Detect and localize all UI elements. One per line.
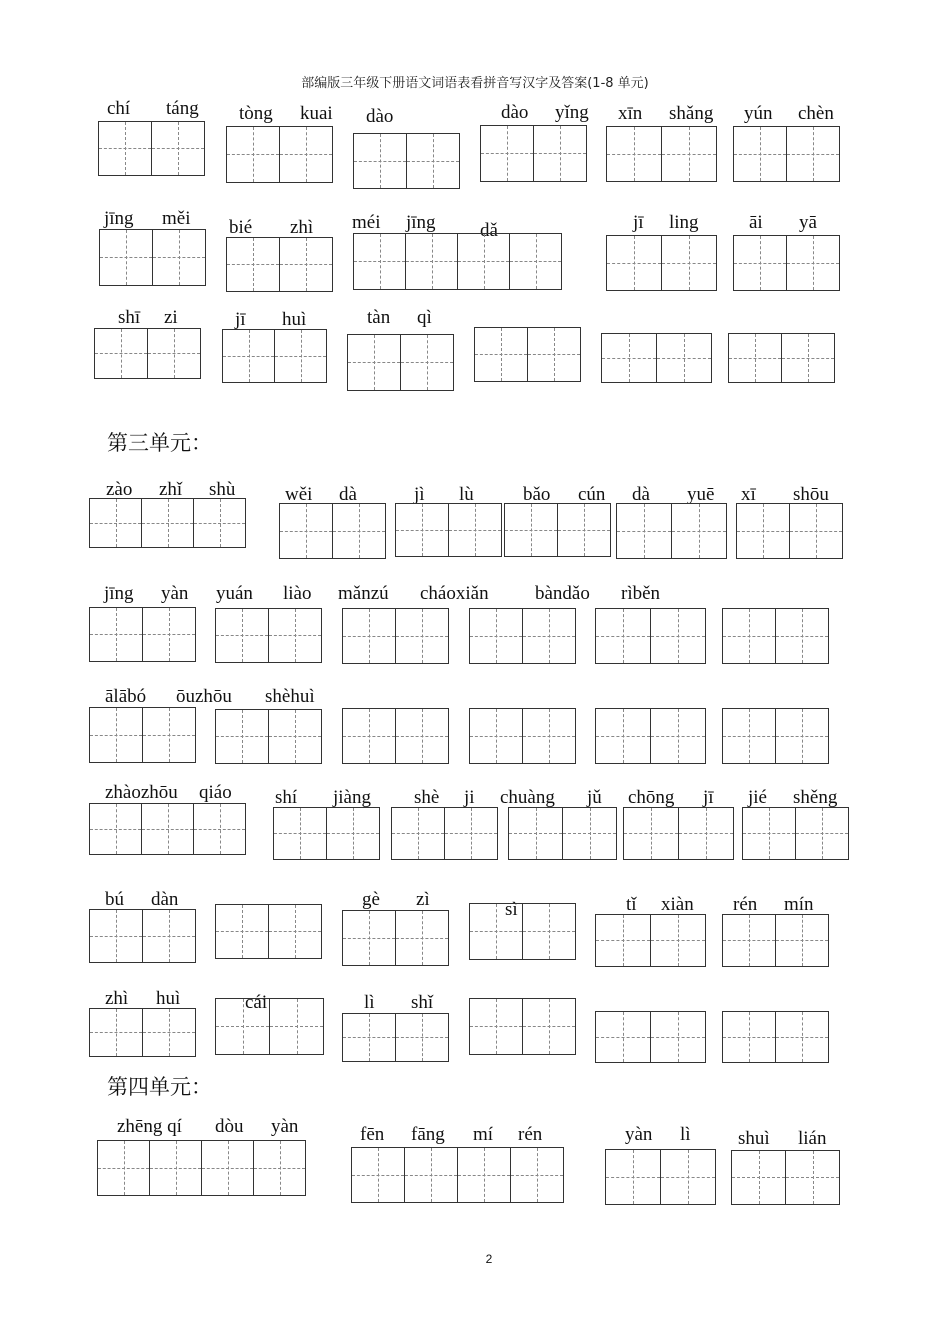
writing-box-group[interactable] — [469, 608, 576, 664]
page-number: 2 — [485, 1252, 493, 1266]
tianzige-cell[interactable] — [392, 808, 445, 859]
writing-box-group[interactable] — [469, 998, 576, 1055]
writing-box-group[interactable] — [733, 235, 840, 291]
pinyin-label: zhēng qí — [117, 1116, 182, 1137]
tianzige-cell[interactable] — [475, 328, 528, 381]
pinyin-label: cái — [245, 992, 268, 1013]
pinyin-label: shǐ — [411, 992, 434, 1013]
tianzige-cell[interactable] — [734, 236, 787, 290]
tianzige-cell[interactable] — [143, 910, 196, 962]
tianzige-cell[interactable] — [651, 709, 706, 763]
tianzige-cell[interactable] — [737, 504, 790, 558]
tianzige-cell[interactable] — [223, 330, 275, 382]
tianzige-cell[interactable] — [523, 999, 576, 1054]
writing-box-group[interactable] — [606, 235, 717, 291]
tianzige-cell[interactable] — [787, 127, 840, 181]
pinyin-label: yā — [799, 212, 817, 233]
pinyin-label: yuán — [216, 583, 253, 604]
tianzige-cell[interactable] — [651, 915, 706, 966]
tianzige-cell[interactable] — [396, 709, 449, 763]
pinyin-label: lù — [459, 484, 474, 505]
writing-box-group[interactable] — [89, 803, 246, 855]
pinyin-label: dà — [339, 484, 357, 505]
writing-box-group[interactable] — [94, 328, 201, 379]
pinyin-label: ling — [669, 212, 699, 233]
pinyin-label: lì — [680, 1124, 691, 1145]
pinyin-label: zhì — [105, 988, 129, 1009]
tianzige-cell[interactable] — [558, 504, 611, 556]
tianzige-cell[interactable] — [280, 504, 333, 558]
writing-box-group[interactable] — [623, 807, 734, 860]
pinyin-label: shè — [414, 787, 440, 808]
tianzige-cell[interactable] — [396, 1014, 449, 1061]
pinyin-label: jì — [414, 484, 425, 505]
writing-box-group[interactable] — [722, 1011, 829, 1063]
pinyin-label: bú — [105, 889, 124, 910]
pinyin-label: dǎ — [480, 220, 498, 241]
tianzige-cell[interactable] — [534, 126, 587, 181]
tianzige-cell[interactable] — [352, 1148, 405, 1202]
pinyin-label: bàndǎo — [535, 583, 590, 604]
writing-box-group[interactable] — [606, 126, 717, 182]
tianzige-cell[interactable] — [596, 1012, 651, 1062]
pinyin-label: měi — [162, 208, 191, 229]
pinyin-label: zhì — [290, 217, 314, 238]
writing-box-group[interactable] — [215, 608, 322, 663]
tianzige-cell[interactable] — [729, 334, 782, 382]
tianzige-cell[interactable] — [348, 335, 401, 390]
tianzige-cell[interactable] — [790, 504, 843, 558]
pinyin-label: qì — [417, 307, 432, 328]
tianzige-cell[interactable] — [354, 134, 407, 188]
writing-box-group[interactable] — [474, 327, 581, 382]
writing-box-group[interactable] — [595, 914, 706, 967]
tianzige-cell[interactable] — [269, 905, 322, 958]
tianzige-cell[interactable] — [596, 709, 651, 763]
writing-box-group[interactable] — [347, 334, 454, 391]
tianzige-cell[interactable] — [100, 230, 153, 285]
tianzige-cell[interactable] — [90, 1009, 143, 1056]
tianzige-cell[interactable] — [401, 335, 454, 390]
pinyin-label: qiáo — [199, 782, 232, 803]
pinyin-label: yǐng — [555, 102, 589, 123]
tianzige-cell[interactable] — [407, 134, 460, 188]
tianzige-cell[interactable] — [509, 808, 563, 859]
writing-box-group[interactable] — [595, 608, 706, 664]
tianzige-cell[interactable] — [470, 999, 523, 1054]
tianzige-cell[interactable] — [227, 127, 280, 182]
pinyin-label: ji — [464, 787, 475, 808]
tianzige-cell[interactable] — [396, 911, 449, 965]
pinyin-label: shí — [275, 787, 298, 808]
tianzige-cell[interactable] — [216, 710, 269, 763]
tianzige-cell[interactable] — [90, 499, 142, 547]
writing-box-group[interactable] — [215, 709, 322, 764]
tianzige-cell[interactable] — [523, 904, 576, 959]
tianzige-cell[interactable] — [275, 330, 327, 382]
writing-box-group[interactable] — [733, 126, 840, 182]
tianzige-cell[interactable] — [343, 1014, 396, 1061]
tianzige-cell[interactable] — [269, 710, 322, 763]
tianzige-cell[interactable] — [651, 609, 706, 663]
tianzige-cell[interactable] — [458, 1148, 511, 1202]
pinyin-label: xīn — [618, 103, 643, 124]
pinyin-label: dòu — [215, 1116, 244, 1137]
tianzige-cell[interactable] — [796, 808, 849, 859]
pinyin-label: wěi — [285, 484, 313, 505]
tianzige-cell[interactable] — [227, 238, 280, 291]
pinyin-label: táng — [166, 98, 199, 119]
tianzige-cell[interactable] — [510, 234, 562, 289]
pinyin-label: ōuzhōu — [176, 686, 232, 707]
tianzige-cell[interactable] — [90, 804, 142, 854]
writing-box-group[interactable] — [728, 333, 835, 383]
writing-box-group[interactable] — [469, 903, 576, 960]
tianzige-cell[interactable] — [523, 609, 576, 663]
pinyin-label: jīng — [104, 208, 134, 229]
pinyin-label: rìběn — [621, 583, 661, 604]
writing-box-group[interactable] — [279, 503, 386, 559]
writing-box-group[interactable] — [273, 807, 380, 860]
writing-box-group[interactable] — [99, 229, 206, 286]
tianzige-cell[interactable] — [596, 609, 651, 663]
tianzige-cell[interactable] — [143, 608, 196, 661]
pinyin-label: xiàn — [661, 894, 694, 915]
writing-box-group[interactable] — [395, 503, 502, 557]
tianzige-cell[interactable] — [607, 236, 662, 290]
tianzige-cell[interactable] — [343, 911, 396, 965]
tianzige-cell[interactable] — [458, 234, 510, 289]
tianzige-cell[interactable] — [776, 709, 829, 763]
page-header: 部编版三年级下册语文词语表看拼音写汉字及答案(1-8 单元) — [301, 76, 649, 91]
pinyin-label: lì — [364, 992, 375, 1013]
pinyin-label: yàn — [161, 583, 189, 604]
tianzige-cell[interactable] — [528, 328, 581, 381]
tianzige-cell[interactable] — [776, 915, 829, 966]
tianzige-cell[interactable] — [624, 808, 679, 859]
tianzige-cell[interactable] — [596, 915, 651, 966]
writing-box-group[interactable] — [351, 1147, 564, 1203]
pinyin-label: jī — [633, 212, 644, 233]
pinyin-label: chèn — [798, 103, 834, 124]
tianzige-cell[interactable] — [523, 709, 576, 763]
pinyin-label: rén — [733, 894, 758, 915]
pinyin-label: rén — [518, 1124, 543, 1145]
tianzige-cell[interactable] — [602, 334, 657, 382]
tianzige-cell[interactable] — [734, 127, 787, 181]
writing-box-group[interactable] — [742, 807, 849, 860]
tianzige-cell[interactable] — [470, 709, 523, 763]
writing-box-group[interactable] — [469, 708, 576, 764]
tianzige-cell[interactable] — [327, 808, 380, 859]
pinyin-label: mí — [473, 1124, 494, 1145]
pinyin-label: dà — [632, 484, 650, 505]
tianzige-cell[interactable] — [787, 236, 840, 290]
tianzige-cell[interactable] — [152, 122, 205, 175]
pinyin-label: cún — [578, 484, 606, 505]
tianzige-cell[interactable] — [481, 126, 534, 181]
tianzige-cell[interactable] — [95, 329, 148, 378]
tianzige-cell[interactable] — [679, 808, 734, 859]
tianzige-cell[interactable] — [343, 709, 396, 763]
tianzige-cell[interactable] — [606, 1150, 661, 1204]
pinyin-label: yuē — [687, 484, 715, 505]
pinyin-label: fēn — [360, 1124, 385, 1145]
pinyin-label: jīng — [104, 583, 134, 604]
tianzige-cell[interactable] — [723, 609, 776, 663]
tianzige-cell[interactable] — [280, 238, 333, 291]
tianzige-cell[interactable] — [607, 127, 662, 181]
pinyin-label: gè — [362, 889, 380, 910]
pinyin-label: shù — [209, 479, 236, 500]
tianzige-cell[interactable] — [194, 804, 246, 854]
writing-box-group[interactable] — [353, 133, 460, 189]
writing-box-group[interactable] — [480, 125, 587, 182]
pinyin-label: zhǐ — [159, 479, 183, 500]
pinyin-label: kuai — [300, 103, 333, 124]
pinyin-label: xī — [741, 484, 756, 505]
writing-box-group[interactable] — [353, 233, 562, 290]
tianzige-cell[interactable] — [216, 609, 269, 662]
tianzige-cell[interactable] — [142, 499, 194, 547]
writing-box-group[interactable] — [89, 909, 196, 963]
pinyin-label: shèhuì — [265, 686, 315, 707]
pinyin-label: jiàng — [333, 787, 371, 808]
writing-box-group[interactable] — [226, 126, 333, 183]
writing-box-group[interactable] — [508, 807, 617, 860]
tianzige-cell[interactable] — [723, 915, 776, 966]
writing-box-group[interactable] — [226, 237, 333, 292]
pinyin-label: jié — [748, 787, 767, 808]
pinyin-label: shěng — [793, 787, 838, 808]
tianzige-cell[interactable] — [98, 1141, 150, 1195]
tianzige-cell[interactable] — [445, 808, 498, 859]
pinyin-label: jīng — [406, 212, 436, 233]
tianzige-cell[interactable] — [148, 329, 201, 378]
writing-box-group[interactable] — [722, 708, 829, 764]
pinyin-label: shī — [118, 307, 141, 328]
pinyin-label: dào — [501, 102, 529, 123]
tianzige-cell[interactable] — [743, 808, 796, 859]
writing-box-group[interactable] — [595, 1011, 706, 1063]
tianzige-cell[interactable] — [470, 904, 523, 959]
pinyin-label: bié — [229, 217, 253, 238]
writing-box-group[interactable] — [731, 1150, 840, 1205]
unit-three-title: 第三单元： — [107, 431, 212, 455]
tianzige-cell[interactable] — [274, 808, 327, 859]
tianzige-cell[interactable] — [280, 127, 333, 182]
tianzige-cell[interactable] — [143, 708, 196, 762]
pinyin-label: jǔ — [587, 787, 602, 808]
pinyin-label: yún — [744, 103, 773, 124]
pinyin-label: jī — [703, 787, 714, 808]
pinyin-label: zhàozhōu — [105, 782, 178, 803]
pinyin-label: dàn — [151, 889, 179, 910]
tianzige-cell[interactable] — [396, 504, 449, 556]
pinyin-label: zì — [416, 889, 430, 910]
writing-box-group[interactable] — [342, 708, 449, 764]
tianzige-cell[interactable] — [216, 905, 269, 958]
writing-box-group[interactable] — [89, 707, 196, 763]
pinyin-label: dào — [366, 106, 394, 127]
tianzige-cell[interactable] — [786, 1151, 840, 1204]
tianzige-cell[interactable] — [90, 608, 143, 661]
pinyin-label: shuì — [738, 1128, 770, 1149]
pinyin-label: huì — [156, 988, 181, 1009]
pinyin-label: tǐ — [626, 894, 637, 915]
pinyin-label: shōu — [793, 484, 829, 505]
writing-box-group[interactable] — [215, 904, 322, 959]
tianzige-cell[interactable] — [563, 808, 617, 859]
writing-box-group[interactable] — [504, 503, 611, 557]
writing-box-group[interactable] — [97, 1140, 306, 1196]
tianzige-cell[interactable] — [269, 609, 322, 662]
tianzige-cell[interactable] — [396, 609, 449, 663]
tianzige-cell[interactable] — [651, 1012, 706, 1062]
tianzige-cell[interactable] — [470, 609, 523, 663]
pinyin-label: chí — [107, 98, 131, 119]
tianzige-cell[interactable] — [449, 504, 502, 556]
writing-box-group[interactable] — [89, 498, 246, 548]
tianzige-cell[interactable] — [153, 230, 206, 285]
pinyin-label: bǎo — [523, 484, 551, 505]
writing-box-group[interactable] — [89, 607, 196, 662]
tianzige-cell[interactable] — [782, 334, 835, 382]
pinyin-label: cháoxiǎn — [420, 583, 489, 604]
tianzige-cell[interactable] — [661, 1150, 716, 1204]
pinyin-label: mǎnzú — [338, 583, 389, 604]
pinyin-label: āi — [749, 212, 763, 233]
writing-box-group[interactable] — [722, 914, 829, 967]
pinyin-label: zi — [164, 307, 178, 328]
pinyin-label: chuàng — [500, 787, 555, 808]
pinyin-label: shǎng — [669, 103, 714, 124]
pinyin-label: méi — [352, 212, 381, 233]
tianzige-cell[interactable] — [657, 334, 712, 382]
pinyin-label: ālābó — [105, 686, 147, 707]
pinyin-label: lián — [798, 1128, 827, 1149]
tianzige-cell[interactable] — [90, 708, 143, 762]
writing-box-group[interactable] — [89, 1008, 196, 1057]
tianzige-cell[interactable] — [732, 1151, 786, 1204]
tianzige-cell[interactable] — [405, 1148, 458, 1202]
tianzige-cell[interactable] — [216, 999, 270, 1054]
tianzige-cell[interactable] — [776, 609, 829, 663]
tianzige-cell[interactable] — [194, 499, 246, 547]
tianzige-cell[interactable] — [90, 910, 143, 962]
tianzige-cell[interactable] — [672, 504, 727, 558]
pinyin-label: mín — [784, 894, 814, 915]
pinyin-label: chōng — [628, 787, 675, 808]
writing-box-group[interactable] — [342, 608, 449, 664]
tianzige-cell[interactable] — [511, 1148, 564, 1202]
tianzige-cell[interactable] — [505, 504, 558, 556]
writing-box-group[interactable] — [98, 121, 205, 176]
pinyin-label: tàn — [367, 307, 391, 328]
writing-box-group[interactable] — [601, 333, 712, 383]
tianzige-cell[interactable] — [723, 709, 776, 763]
tianzige-cell[interactable] — [354, 234, 406, 289]
pinyin-label: jī — [235, 309, 246, 330]
writing-box-group[interactable] — [616, 503, 727, 559]
writing-box-group[interactable] — [736, 503, 843, 559]
tianzige-cell[interactable] — [142, 804, 194, 854]
tianzige-cell[interactable] — [723, 1012, 776, 1062]
tianzige-cell[interactable] — [406, 234, 458, 289]
pinyin-label: sì — [505, 899, 518, 920]
writing-box-group[interactable] — [215, 998, 324, 1055]
tianzige-cell[interactable] — [617, 504, 672, 558]
writing-box-group[interactable] — [342, 1013, 449, 1062]
tianzige-cell[interactable] — [662, 236, 717, 290]
pinyin-label: fāng — [411, 1124, 445, 1145]
writing-box-group[interactable] — [342, 910, 449, 966]
tianzige-cell[interactable] — [254, 1141, 306, 1195]
writing-box-group[interactable] — [605, 1149, 716, 1205]
pinyin-label: huì — [282, 309, 307, 330]
tianzige-cell[interactable] — [776, 1012, 829, 1062]
tianzige-cell[interactable] — [343, 609, 396, 663]
tianzige-cell[interactable] — [333, 504, 386, 558]
unit-four-title: 第四单元： — [107, 1075, 212, 1099]
tianzige-cell[interactable] — [662, 127, 717, 181]
writing-box-group[interactable] — [391, 807, 498, 860]
writing-box-group[interactable] — [222, 329, 327, 383]
tianzige-cell[interactable] — [150, 1141, 202, 1195]
tianzige-cell[interactable] — [143, 1009, 196, 1056]
pinyin-label: yàn — [271, 1116, 299, 1137]
tianzige-cell[interactable] — [270, 999, 324, 1054]
tianzige-cell[interactable] — [202, 1141, 254, 1195]
writing-box-group[interactable] — [722, 608, 829, 664]
pinyin-label: liào — [283, 583, 312, 604]
pinyin-label: yàn — [625, 1124, 653, 1145]
writing-box-group[interactable] — [595, 708, 706, 764]
pinyin-label: zào — [106, 479, 133, 500]
tianzige-cell[interactable] — [99, 122, 152, 175]
pinyin-label: tòng — [239, 103, 273, 124]
